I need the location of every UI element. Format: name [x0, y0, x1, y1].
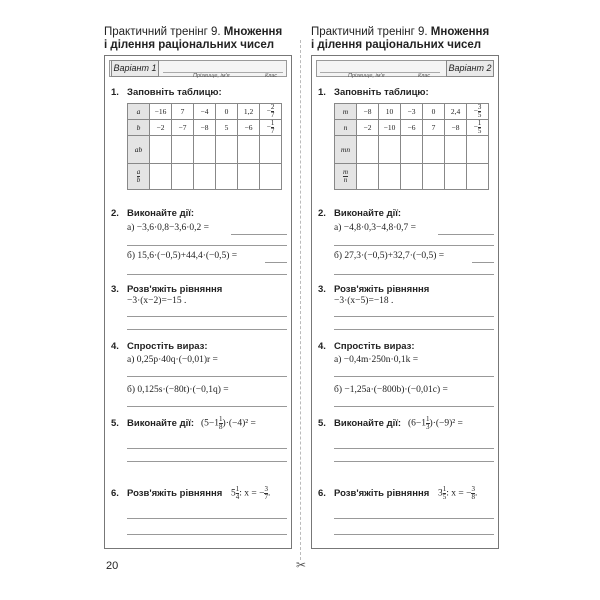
answer-line[interactable]	[334, 376, 494, 377]
answer-line[interactable]	[334, 274, 494, 275]
answer-line[interactable]	[334, 461, 494, 462]
task2b: б) 27,3·(−0,5)+32,7·(−0,5) =	[334, 251, 445, 261]
task5-label: Виконайте дії:	[334, 418, 402, 429]
variant-label: Варіант 1	[111, 60, 159, 77]
answer-line[interactable]	[127, 274, 287, 275]
answer-line[interactable]	[334, 245, 494, 246]
task6-equation: 5 $\frac{1}{4}$ : x = − $\frac{3}{7}$ .	[231, 485, 271, 501]
task4a: а) −0,4m·250n·0,1k =	[334, 355, 419, 365]
answer-line[interactable]	[334, 448, 494, 449]
task-number: 4.	[111, 341, 119, 352]
name-hint: Прізвище, ім'я	[348, 73, 385, 79]
task5-expression: (6−1 $\frac{1}{3}$ )·(−9)² =	[408, 415, 463, 431]
variant-2-card	[311, 55, 499, 549]
answer-line[interactable]	[231, 234, 287, 235]
answer-line[interactable]	[334, 329, 494, 330]
class-hint: Клас	[265, 73, 278, 79]
task-number: 6.	[111, 488, 119, 499]
task2-label: Виконайте дії:	[127, 208, 195, 219]
task3-equation: −3·(x−5)=−18 .	[334, 296, 394, 306]
answer-line[interactable]	[127, 461, 287, 462]
answer-line[interactable]	[334, 406, 494, 407]
task3-label: Розв'яжіть рівняння	[334, 284, 430, 295]
task-number: 1.	[318, 87, 326, 98]
variant-label: Варіант 2	[446, 60, 494, 77]
task4b: б) 0,125s·(−80t)·(−0,1q) =	[127, 385, 229, 395]
fill-table: a −16 7 −4 0 1,2 − $\frac{2}{7}$ b −2 −7 −8 5 −6 − $\frac{1}{7}$ ab $\frac{a}{b}$	[127, 103, 282, 190]
task-number: 6.	[318, 488, 326, 499]
variant-1-card	[104, 55, 292, 549]
task5-label: Виконайте дії:	[127, 418, 195, 429]
scissors-icon: ✂	[296, 558, 307, 572]
task2a: а) −3,6·0,8−3,6·0,2 =	[127, 223, 210, 233]
class-hint: Клас	[418, 73, 431, 79]
task1-label: Заповніть таблицю:	[334, 87, 429, 98]
task1-label: Заповніть таблицю:	[127, 87, 222, 98]
left-title: Практичний тренінг 9. Множення і ділення раціональних чисел	[104, 26, 283, 51]
task6-label: Розв'яжіть рівняння	[127, 488, 223, 499]
task-number: 2.	[318, 208, 326, 219]
task4-label: Спростіть вираз:	[334, 341, 415, 352]
fold-line	[300, 40, 301, 560]
answer-line[interactable]	[127, 534, 287, 535]
answer-line[interactable]	[127, 245, 287, 246]
task3-label: Розв'яжіть рівняння	[127, 284, 223, 295]
task6-label: Розв'яжіть рівняння	[334, 488, 430, 499]
task6-equation: 3 $\frac{1}{5}$ : x = − $\frac{3}{8}$ .	[438, 485, 478, 501]
answer-line[interactable]	[438, 234, 494, 235]
answer-line[interactable]	[472, 262, 494, 263]
task-number: 2.	[111, 208, 119, 219]
name-hint: Прізвище, ім'я	[193, 73, 230, 79]
task4a: а) 0,25p·40q·(−0,01)r =	[127, 355, 218, 365]
task2a: а) −4,8·0,3−4,8·0,7 =	[334, 223, 417, 233]
task4b: б) −1,25a·(−800b)·(−0,01c) =	[334, 385, 448, 395]
answer-line[interactable]	[334, 316, 494, 317]
task2b: б) 15,6·(−0,5)+44,4·(−0,5) =	[127, 251, 238, 261]
answer-line[interactable]	[127, 448, 287, 449]
task-number: 5.	[318, 418, 326, 429]
task2-label: Виконайте дії:	[334, 208, 402, 219]
answer-line[interactable]	[127, 329, 287, 330]
task4-label: Спростіть вираз:	[127, 341, 208, 352]
fill-table: m −8 10 −3 0 2,4 − $\frac{3}{5}$ n −2 −10 −6 7 −8 − $\frac{1}{5}$ mn $\frac{m}{n}$	[334, 103, 489, 190]
answer-line[interactable]	[334, 518, 494, 519]
task-number: 3.	[318, 284, 326, 295]
page-number: 20	[106, 560, 119, 572]
answer-line[interactable]	[265, 262, 287, 263]
task-number: 1.	[111, 87, 119, 98]
answer-line[interactable]	[127, 518, 287, 519]
task-number: 5.	[111, 418, 119, 429]
task-number: 3.	[111, 284, 119, 295]
answer-line[interactable]	[127, 316, 287, 317]
task5-expression: (5−1 $\frac{1}{8}$ )·(−4)² =	[201, 415, 256, 431]
answer-line[interactable]	[127, 376, 287, 377]
task-number: 4.	[318, 341, 326, 352]
task3-equation: −3·(x−2)=−15 .	[127, 296, 187, 306]
right-title: Практичний тренінг 9. Множення і ділення раціональних чисел	[311, 26, 490, 51]
answer-line[interactable]	[334, 534, 494, 535]
answer-line[interactable]	[127, 406, 287, 407]
